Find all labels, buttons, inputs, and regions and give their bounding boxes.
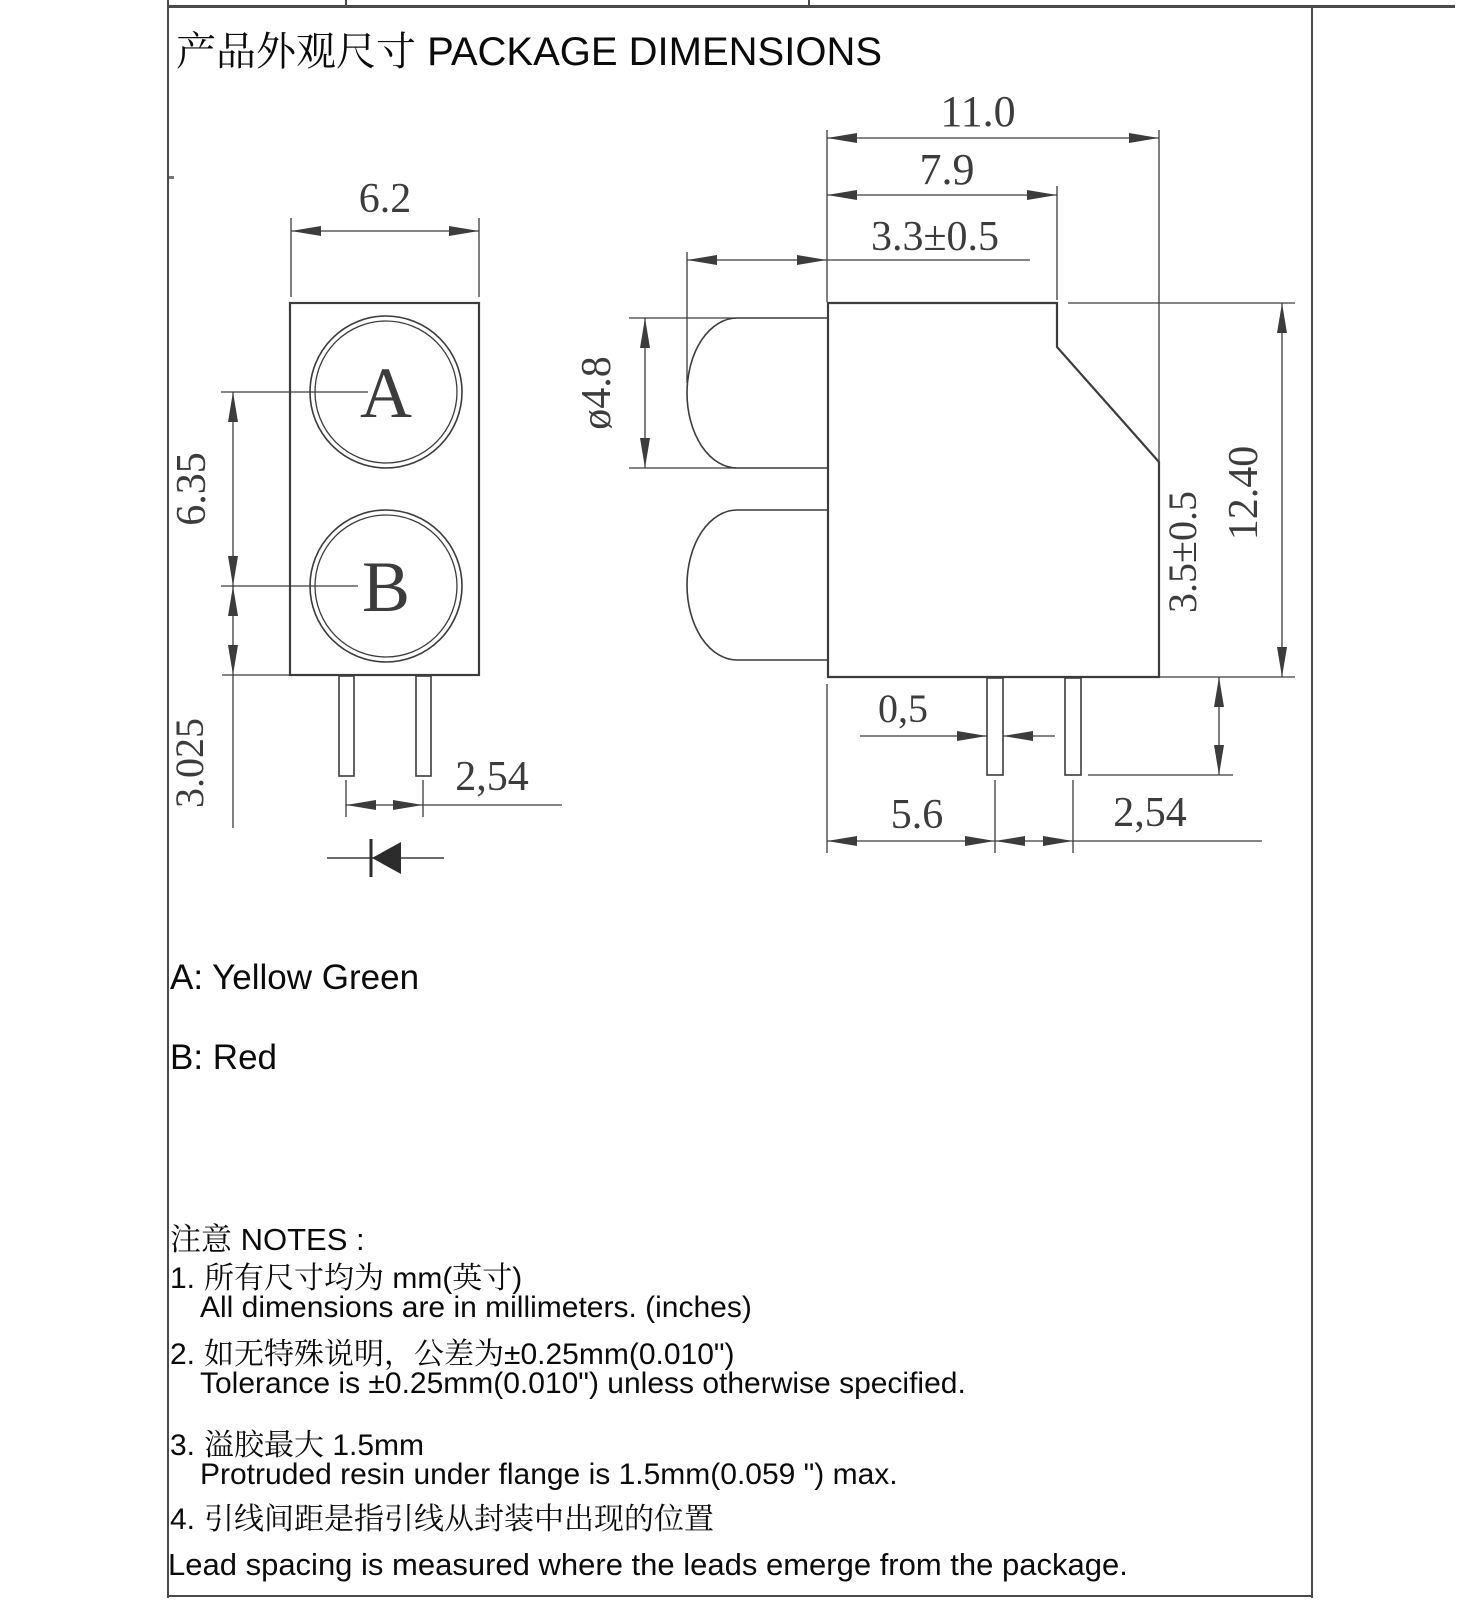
notes-heading: 注意 NOTES : [170, 1222, 365, 1257]
dim-front-led-pitch: 6.35 [169, 452, 215, 526]
legend-led-b: B: Red [170, 1038, 277, 1077]
note-1-number: 1. [170, 1262, 196, 1295]
note-2-number: 2. [170, 1338, 196, 1371]
note-4-number: 4. [170, 1503, 196, 1536]
dim-side-lead-len: 3.5±0.5 [1160, 491, 1205, 613]
dim-side-dome-dia: ø4.8 [574, 356, 620, 430]
ext-line [827, 130, 1159, 461]
dim-side-overall-height: 12.40 [1221, 445, 1267, 541]
side-view [574, 87, 1295, 853]
dim-side-overall-width: 11.0 [940, 87, 1016, 136]
led-b-letter: B [361, 547, 411, 627]
note-4-en: Lead spacing is measured where the leads emerge from the package. [168, 1547, 1128, 1582]
note-3-number: 3. [170, 1429, 196, 1462]
ext-line [222, 675, 289, 828]
side-lead-1 [987, 678, 1003, 775]
diode-symbol [327, 839, 444, 877]
ext-line [291, 218, 479, 297]
ext-line [827, 684, 1073, 853]
note-3-en: Protruded resin under flange is 1.5mm(0.059 ") max. [200, 1458, 898, 1491]
dim-side-body-width: 7.9 [919, 145, 975, 194]
dim-front-width: 6.2 [358, 176, 412, 222]
note-2-zh-text: 如无特殊说明，公差为±0.25mm(0.010") [204, 1338, 735, 1371]
note-4-zh-text: 引线间距是指引线从封装中出现的位置 [204, 1503, 714, 1536]
dim-side-lead-pitch: 2,54 [1113, 790, 1187, 836]
ext-line [346, 780, 423, 817]
front-lead-1 [339, 676, 354, 776]
dome-b [687, 510, 828, 660]
dim-front-lead-pitch: 2,54 [455, 754, 529, 800]
page-title: 产品外观尺寸 PACKAGE DIMENSIONS [176, 30, 883, 74]
dome-a [687, 318, 828, 468]
note-3-zh-text: 溢胶最大 1.5mm [204, 1429, 425, 1462]
note-1-zh-text: 所有尺寸均为 mm(英寸) [204, 1262, 523, 1295]
front-view [167, 176, 562, 877]
note-1-en: All dimensions are in millimeters. (inches) [200, 1291, 752, 1324]
legend-led-a: A: Yellow Green [170, 958, 420, 997]
led-a-letter: A [360, 353, 412, 433]
note-4-zh [170, 1494, 714, 1538]
front-lead-2 [416, 676, 431, 776]
side-body-outline [828, 303, 1159, 677]
dim-front-bottom: 3.025 [167, 718, 212, 808]
dim-side-edge-to-lead: 5.6 [890, 792, 944, 838]
dim-side-lead-width: 0,5 [878, 686, 928, 731]
note-2-en: Tolerance is ±0.25mm(0.010") unless otherwise specified. [200, 1367, 966, 1400]
side-lead-2 [1065, 678, 1081, 775]
dim-side-dome: 3.3±0.5 [870, 214, 1000, 260]
